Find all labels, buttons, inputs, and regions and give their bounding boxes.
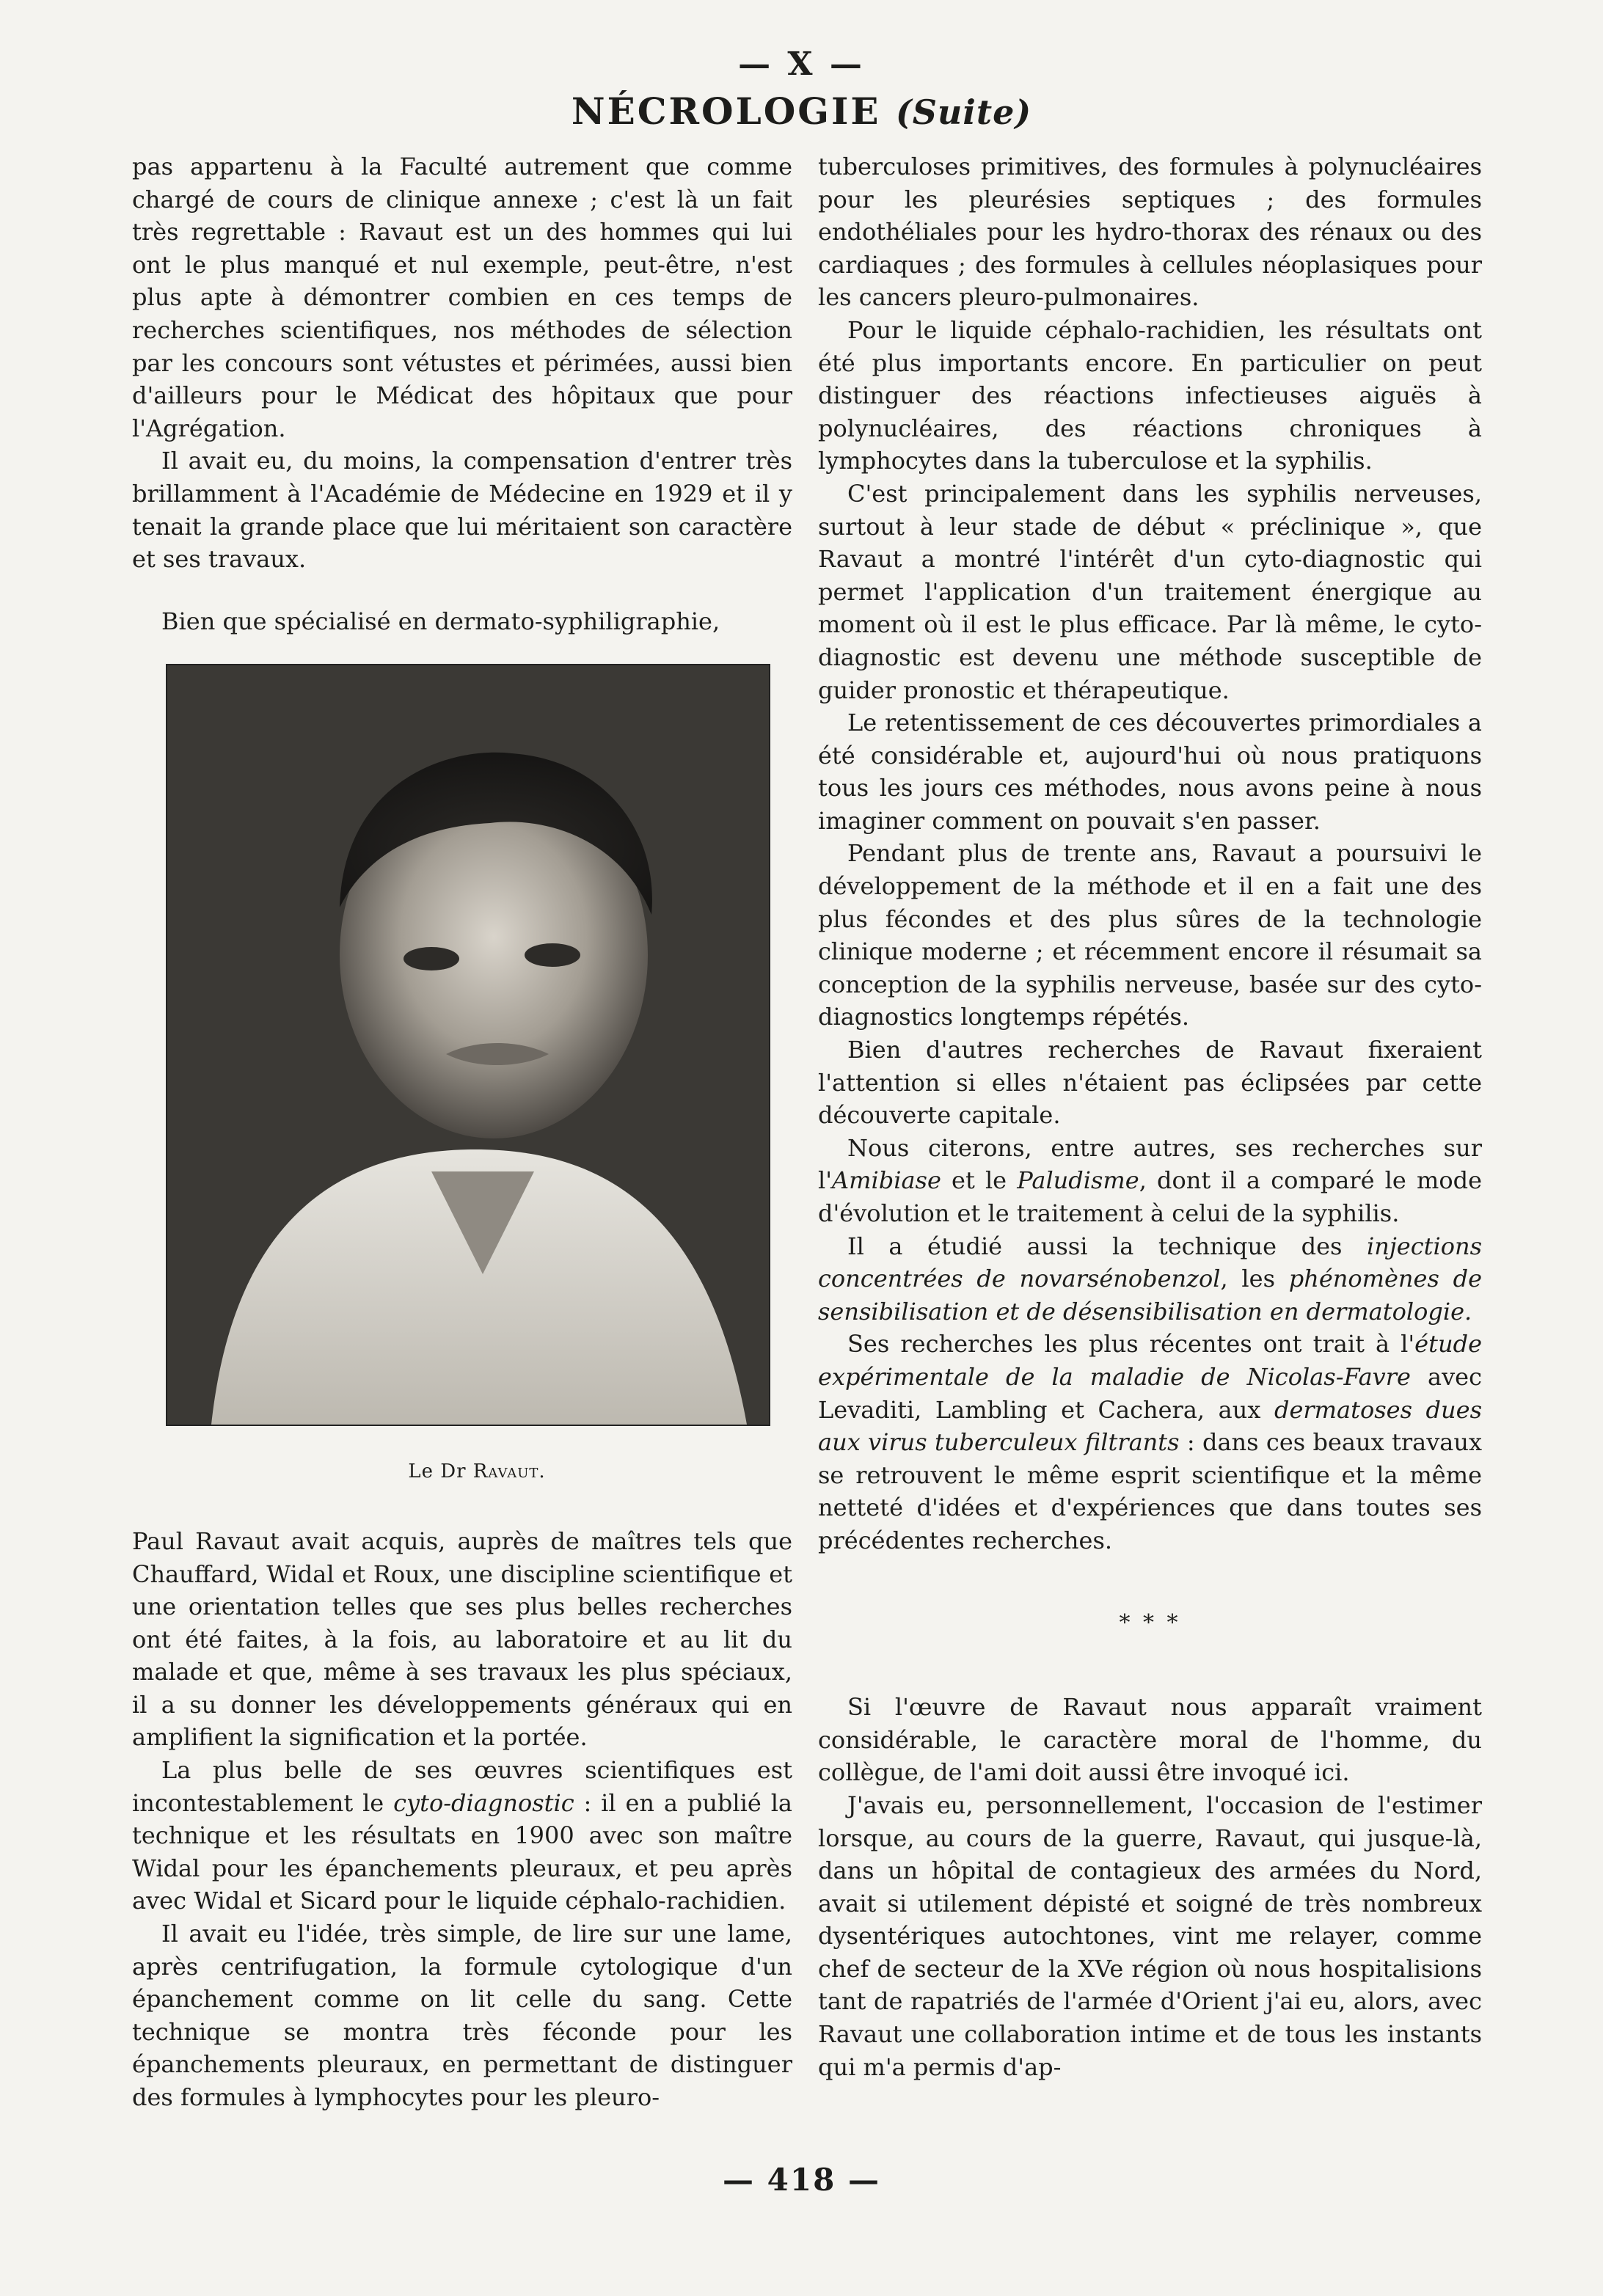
emphasis: Amibiase (832, 1166, 941, 1195)
text-run: Ses recherches les plus récentes ont trait à l' (847, 1330, 1415, 1359)
text-run: Il a étudié aussi la technique des (847, 1232, 1367, 1260)
left-column (132, 150, 792, 2114)
emphasis: injections concentrées de novarsénobenzol (818, 1232, 1482, 1293)
paragraph: Il avait eu, du moins, la compensation d'entrer très brillamment à l'Académie de Médecine en 1929 et il y tenait la grande place que lui méritaient son caractère et ses travaux. (132, 447, 792, 574)
portrait-photo (166, 664, 770, 1426)
paragraph: Il avait eu l'idée, très simple, de lire sur une lame, après centrifugation, la formule cytologique d'un épanchement comme on lit celle du sang. Cette technique se montra très féconde pour les épanchements pleuraux, en permettant de distinguer des formules à lymphocytes pour les pleuro- (132, 1920, 792, 2111)
title-text: NÉCROLOGIE (571, 89, 881, 133)
text-run: : il en a publié la technique et les résultats en 1900 avec son maître Widal pour les épanchements pleuraux, et peu après avec Widal et Sicard pour le liquide céphalo-rachidien. (132, 1788, 793, 1915)
text-run: avec Levaditi, Lambling et Cachera, aux (818, 1362, 1483, 1424)
paragraph: tuberculoses primitives, des formules à polynucléaires pour les pleurésies septiques ; des formules endothéliales pour les hydro-thorax des rénaux ou des cardiaques ; des formules à cellules néoplasiques pour les cancers pleuro-pulmonaires. (818, 153, 1482, 312)
text-run: Nous citerons, entre autres, ses recherches sur l' (818, 1133, 1482, 1195)
text-run: , dont il a comparé le mode d'évolution et le traitement à celui de la syphilis. (818, 1166, 1483, 1227)
text-run: , les (1220, 1265, 1289, 1293)
paragraph: J'avais eu, personnellement, l'occasion de l'estimer lorsque, au cours de la guerre, Ravaut, qui jusque-là, dans un hôpital de contagieux des armées du Nord, avait si utilement dépisté et soigné de très nombreux dysentériques autochtones, vint me relayer, comme chef de secteur de la XVe région où nous hospitalisions tant de rapatriés de l'armée d'Orient j'ai eu, alors, avec Ravaut une collaboration intime et de tous les instants qui m'a permis d'ap- (818, 1791, 1482, 2081)
section-separator: * * * (1119, 1609, 1181, 1636)
caption-name: Ravaut. (472, 1460, 546, 1483)
paragraph (132, 1754, 792, 1917)
paragraph: Le retentissement de ces découvertes primordiales a été considérable et, aujourd'hui où nous pratiquons tous les jours ces méthodes, nous avons peine à nous imaginer comment on pouvait s'en passer. (818, 709, 1482, 835)
paragraph (818, 1328, 1482, 1557)
paragraph: pas appartenu à la Faculté autrement que comme chargé de cours de clinique annexe ; c'est là un fait très regrettable : Ravaut est un des hommes qui lui ont le plus manqué et nul exemple, peut-être, n'est plus apte à démontrer combien en ces temps de recherches scientifiques, nos méthodes de sélection par les concours sont vétustes et périmées, aussi bien d'ailleurs pour le Médicat des hôpitaux que pour l'Agrégation. (132, 153, 792, 442)
emphasis: phénomènes de sensibilisation et de désensibilisation en dermatologie. (818, 1265, 1483, 1326)
text-run: et le (941, 1166, 1018, 1195)
paragraph: C'est principalement dans les syphilis nerveuses, surtout à leur stade de début « préclinique », que Ravaut a montré l'intérêt d'un cyto-diagnostic qui permet l'application d'un traitement énergique au moment où il est le plus efficace. Par là même, le cyto-diagnostic est devenu une méthode susceptible de guider pronostic et thérapeutique. (818, 479, 1482, 704)
paragraph: Bien que spécialisé en dermato-syphiligraphie, (161, 607, 720, 635)
text-run: : dans ces beaux travaux se retrouvent le même esprit scientifique et la même netteté d'idées et d'expériences que dans toutes ses précédentes recherches. (818, 1428, 1483, 1554)
emphasis: cyto-diagnostic (393, 1788, 574, 1817)
paragraph: Si l'œuvre de Ravaut nous apparaît vraiment considérable, le caractère moral de l'homme, du collègue, de l'ami doit aussi être invoqué ici. (818, 1693, 1482, 1787)
paragraph (818, 1132, 1482, 1230)
paragraph: Pendant plus de trente ans, Ravaut a poursuivi le développement de la méthode et il en a fait une des plus fécondes et des plus sûres de la technologie clinique moderne ; et récemment encore il résumait sa conception de la syphilis nerveuse, basée sur des cyto-diagnostics longtemps répétés. (818, 839, 1482, 1031)
paragraph (818, 1230, 1482, 1328)
paragraph: Paul Ravaut avait acquis, auprès de maîtres tels que Chauffard, Widal et Roux, une discipline scientifique et une orientation telles que ses plus belles recherches ont été faites, à la fois, au laboratoire et au lit du malade et que, même à ses travaux les plus spéciaux, il a su donner les développements généraux qui en amplifient la signification et la portée. (132, 1527, 792, 1752)
right-column (818, 150, 1482, 2083)
portrait-image (167, 665, 769, 1425)
figure-caption (132, 1455, 792, 1488)
title-suffix: (Suite) (895, 92, 1032, 132)
caption-prefix: Le Dr (408, 1460, 467, 1483)
page-number: — 418 — (723, 2162, 880, 2198)
emphasis: Paludisme (1017, 1166, 1139, 1195)
text-run: La plus belle de ses œuvres scientifiques est incontestablement le (132, 1756, 792, 1817)
paragraph: Pour le liquide céphalo-rachidien, les résultats ont été plus importants encore. En particulier on peut distinguer des réactions infectieuses aiguës à polynucléaires, des réactions chroniques à lymphocytes dans la tuberculose et la syphilis. (818, 315, 1482, 475)
portrait-figure (166, 664, 767, 1423)
emphasis: dermatoses dues aux virus tuberculeux filtrants (818, 1395, 1483, 1457)
paragraph: Bien d'autres recherches de Ravaut fixeraient l'attention si elles n'étaient pas éclipsées par cette découverte capitale. (818, 1036, 1482, 1130)
page-title (0, 89, 1603, 133)
section-number: — X — (738, 45, 865, 83)
emphasis: étude expérimentale de la maladie de Nicolas-Favre (818, 1330, 1482, 1391)
